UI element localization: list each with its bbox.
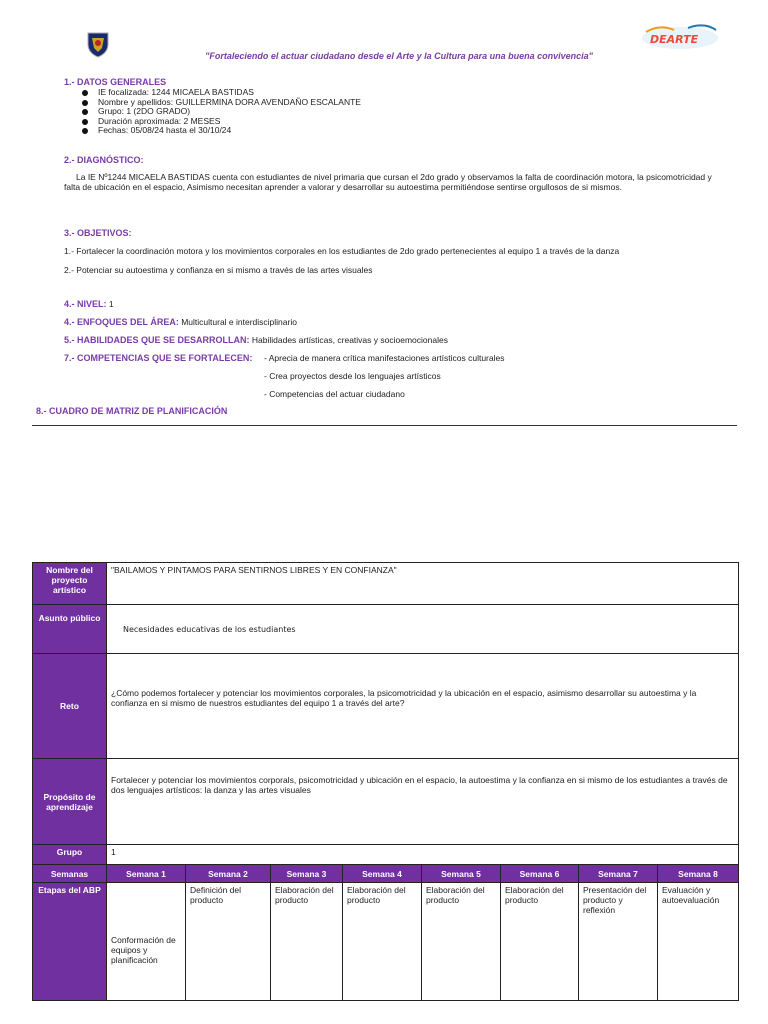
etapas-row — [33, 883, 739, 1001]
week-header: Semana 1 — [107, 865, 186, 883]
etapa-cell: Evaluación y autoevaluación — [658, 883, 739, 1001]
program-logo — [640, 22, 720, 52]
week-header: Semana 8 — [658, 865, 739, 883]
list-item: IE focalizada: 1244 MICAELA BASTIDAS — [80, 88, 361, 98]
enfoques-label: 4.- ENFOQUES DEL ÁREA: — [64, 317, 179, 327]
semanas-label: Semanas — [33, 865, 107, 883]
enfoques-line — [64, 317, 297, 327]
week-header: Semana 5 — [422, 865, 501, 883]
section-1-title: 1.- DATOS GENERALES — [64, 77, 167, 87]
habilidades-value: Habilidades artísticas, creativas y socioemocionales — [249, 335, 448, 345]
reto-value: ¿Cómo podemos fortalecer y potenciar los movimientos corporales, la psicomotricidad y la ubicación en el espacio, asimismo desarrollar su autoestima y la confianza en si mismo de nuestros estudiantes del equipo 1 a través del arte? — [107, 654, 739, 759]
planning-matrix — [32, 562, 739, 1001]
grupo-label: Grupo — [33, 845, 107, 865]
objective-1: 1.- Fortalecer la coordinación motora y los movimientos corporales en los estudiantes de 2do grado pertenecientes al equipo 1 a través de la danza — [64, 246, 620, 256]
weeks-header-row — [33, 865, 739, 883]
table-row — [33, 759, 739, 845]
habilidades-line — [64, 335, 448, 345]
proposito-label: Propósito de aprendizaje — [33, 759, 107, 845]
week-header: Semana 3 — [271, 865, 343, 883]
competencias-label: 7.- COMPETENCIAS QUE SE FORTALECEN: — [64, 353, 253, 363]
nivel-value: 1 — [106, 299, 114, 309]
table-row — [33, 845, 739, 865]
etapa-cell: Elaboración del producto — [422, 883, 501, 1001]
table-row — [33, 563, 739, 605]
nombre-value: "BAILAMOS Y PINTAMOS PARA SENTIRNOS LIBRES Y EN CONFIANZA" — [107, 563, 739, 605]
asunto-label: Asunto público — [33, 605, 107, 654]
competencia-3: - Competencias del actuar ciudadano — [264, 389, 405, 399]
etapas-label: Etapas del ABP — [33, 883, 107, 1001]
datos-generales-list — [80, 88, 361, 136]
list-item: Grupo: 1 (2DO GRADO) — [80, 107, 361, 117]
motto: "Fortaleciendo el actuar ciudadano desde el Arte y la Cultura para una buena convivencia" — [205, 51, 593, 61]
proposito-value: Fortalecer y potenciar los movimientos corporals, psicomotricidad y ubicación en el espacio, la autoestima y la confianza en si mismo de los estudiantes a través de dos lenguajes artísticos: la danza y las artes visuales — [107, 759, 739, 845]
list-item: Fechas: 05/08/24 hasta el 30/10/24 — [80, 126, 361, 136]
nombre-label: Nombre del proyecto artístico — [33, 563, 107, 605]
etapa-cell: Definición del producto — [186, 883, 271, 1001]
grupo-value: 1 — [107, 845, 739, 865]
logo-text: DEARTE — [650, 33, 699, 46]
competencia-1: - Aprecia de manera crítica manifestaciones artísticos culturales — [264, 353, 505, 363]
objective-2: 2.- Potenciar su autoestima y confianza en si mismo a través de las artes visuales — [64, 265, 373, 275]
etapa-cell: Presentación del producto y reflexión — [579, 883, 658, 1001]
nivel-label: 4.- NIVEL: — [64, 299, 107, 309]
etapa-cell: Elaboración del producto — [501, 883, 579, 1001]
etapa-cell: Elaboración del producto — [271, 883, 343, 1001]
section-3-title: 3.- OBJETIVOS: — [64, 228, 132, 238]
table-row — [33, 654, 739, 759]
list-item: Nombre y apellidos: GUILLERMINA DORA AVENDAÑO ESCALANTE — [80, 98, 361, 108]
nivel-line — [64, 299, 114, 309]
reto-label: Reto — [33, 654, 107, 759]
week-header: Semana 2 — [186, 865, 271, 883]
competencia-2: - Crea proyectos desde los lenguajes artísticos — [264, 371, 441, 381]
section-2-title: 2.- DIAGNÓSTICO: — [64, 155, 144, 165]
week-header: Semana 7 — [579, 865, 658, 883]
section-8-title: 8.- CUADRO DE MATRIZ DE PLANIFICACIÓN — [36, 406, 228, 416]
enfoques-value: Multicultural e interdisciplinario — [178, 317, 297, 327]
etapa-cell: Elaboración del producto — [343, 883, 422, 1001]
list-item: Duración aproximada: 2 MESES — [80, 117, 361, 127]
divider — [32, 425, 737, 426]
table-row — [33, 605, 739, 654]
diagnostico-text: La IE Nº1244 MICAELA BASTIDAS cuenta con estudiantes de nivel primaria que cursan el 2do grado y observamos la falta de coordinación motora, la psicomotricidad y falta de ubicación en el espacio, Asimismo necesitan aprender a valorar y desarrollar su autoestima permitiéndose sentirse orgullosos de si mismos. — [64, 172, 712, 192]
week-header: Semana 6 — [501, 865, 579, 883]
week-header: Semana 4 — [343, 865, 422, 883]
habilidades-label: 5.- HABILIDADES QUE SE DESARROLLAN: — [64, 335, 250, 345]
etapa-cell: Conformación de equipos y planificación — [107, 883, 186, 1001]
asunto-value: Necesidades educativas de los estudiantes — [107, 605, 739, 654]
